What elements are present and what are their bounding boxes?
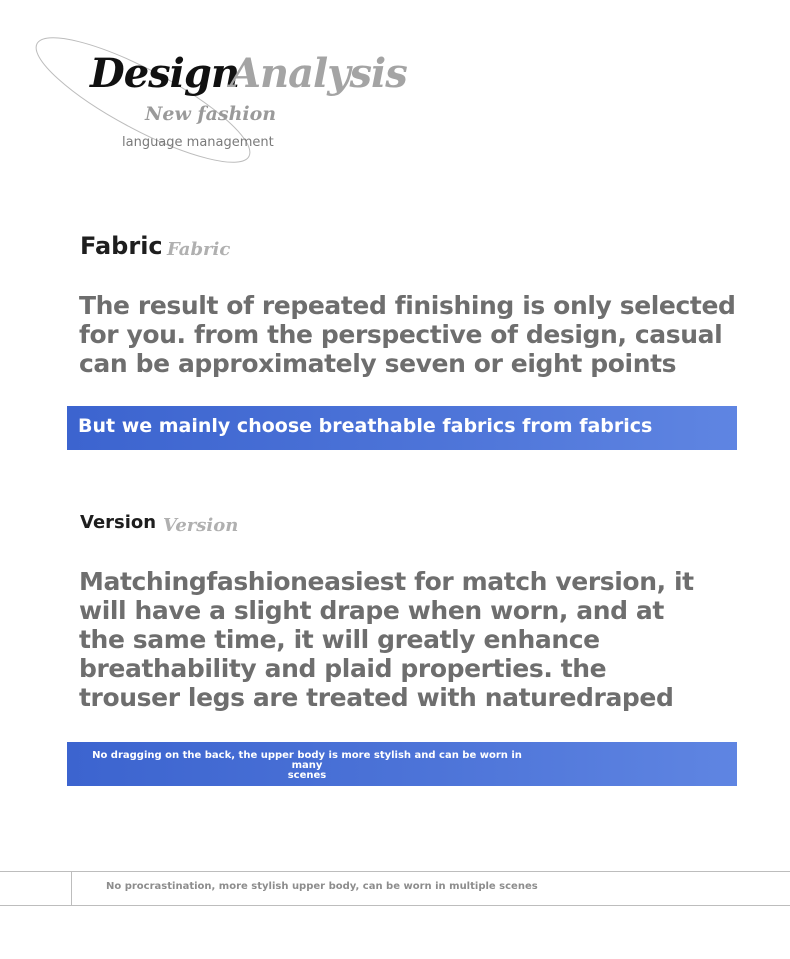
- version-highlight-band: [67, 742, 737, 786]
- fabric-band-text: But we mainly choose breathable fabrics from fabrics: [78, 415, 653, 437]
- footer-top-divider: [0, 871, 790, 872]
- version-section-title: Version: [80, 512, 157, 533]
- version-band-line1: No dragging on the back, the upper body is more stylish and can be worn in many: [92, 750, 522, 771]
- fabric-paragraph: The result of repeated finishing is only selected for you. from the perspective of design, casual can be approximately seven or eight points: [79, 291, 736, 378]
- fabric-highlight-band: [67, 406, 737, 450]
- version-band-text: [87, 751, 527, 781]
- version-paragraph: Matchingfashioneasiest for match version, it will have a slight drape when worn, and at the same time, it will greatly enhance breathability and plaid properties. the trouser legs are treated with naturedraped: [79, 567, 694, 712]
- version-band-line2: scenes: [287, 770, 327, 781]
- title-analysis-word: Analysis: [230, 50, 407, 97]
- version-section-italic-title: Version: [163, 515, 239, 536]
- footer-text: No procrastination, more stylish upper body, can be worn in multiple scenes: [106, 881, 538, 892]
- footer-bottom-divider: [0, 905, 790, 906]
- fabric-section-title: Fabric: [80, 232, 163, 260]
- title-design-word: Design: [90, 50, 239, 97]
- tagline: language management: [122, 135, 274, 150]
- fabric-section-italic-title: Fabric: [167, 239, 231, 260]
- footer-vertical-divider: [71, 871, 72, 905]
- subtitle: New fashion: [145, 103, 277, 125]
